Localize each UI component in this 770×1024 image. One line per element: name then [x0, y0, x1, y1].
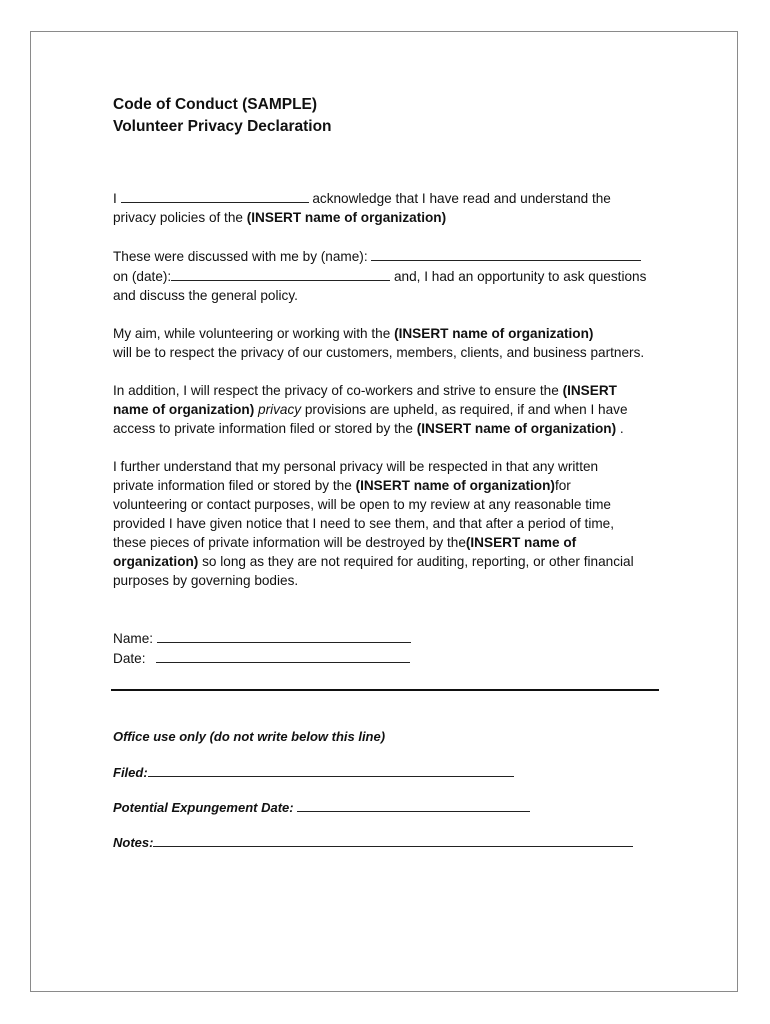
signature-block	[113, 628, 673, 668]
expungement-row: Potential Expungement Date:	[113, 797, 530, 817]
office-use-heading: Office use only (do not write below this line)	[113, 729, 386, 744]
volunteer-name-blank[interactable]	[121, 188, 309, 203]
notes-row: Notes:	[113, 832, 633, 852]
discussion-date-blank[interactable]	[171, 266, 390, 281]
filed-row: Filed:	[113, 762, 514, 782]
title-line-2: Volunteer Privacy Declaration	[113, 118, 332, 135]
discussed-by-name-blank[interactable]	[371, 246, 641, 261]
name-label: Name:	[113, 631, 154, 646]
date-label: Date:	[113, 651, 146, 666]
office-separator-line	[111, 689, 659, 691]
personal-privacy-paragraph: I further understand that my personal privacy will be respected in that any written private information filed or stored by the (INSERT name of organization)for volunteering or contact purposes, will be open to my review at any reasonable time provided I have given notice that I need to see them, and that after a period of time, these pieces of private information will be destroyed by the(INSERT name of organization) so long as they are not required for auditing, reporting, or other financial purposes by governing bodies.	[113, 459, 634, 588]
aim-paragraph: My aim, while volunteering or working with the (INSERT name of organization) will be to respect the privacy of our customers, members, clients, and business partners.	[113, 326, 645, 360]
filed-blank[interactable]	[148, 762, 514, 777]
coworker-privacy-paragraph: In addition, I will respect the privacy of co-workers and strive to ensure the (INSERT name of organization) privacy provisions are upheld, as required, if and when I have access to private information filed or stored by the (INSERT name of organization) .	[113, 383, 628, 436]
notes-blank[interactable]	[153, 832, 633, 847]
discussion-paragraph: These were discussed with me by (name): on (date): and, I had an opportunity to ask questions and discuss the general policy.	[113, 246, 673, 305]
signature-date-blank[interactable]	[156, 648, 410, 663]
signature-name-blank[interactable]	[157, 628, 411, 643]
title-line-1: Code of Conduct (SAMPLE)	[113, 96, 318, 113]
document-body	[113, 94, 673, 668]
expungement-date-blank[interactable]	[297, 797, 530, 812]
document-title	[113, 94, 673, 138]
acknowledgement-paragraph: I acknowledge that I have read and understand the privacy policies of the (INSERT name of organization)	[113, 188, 673, 227]
